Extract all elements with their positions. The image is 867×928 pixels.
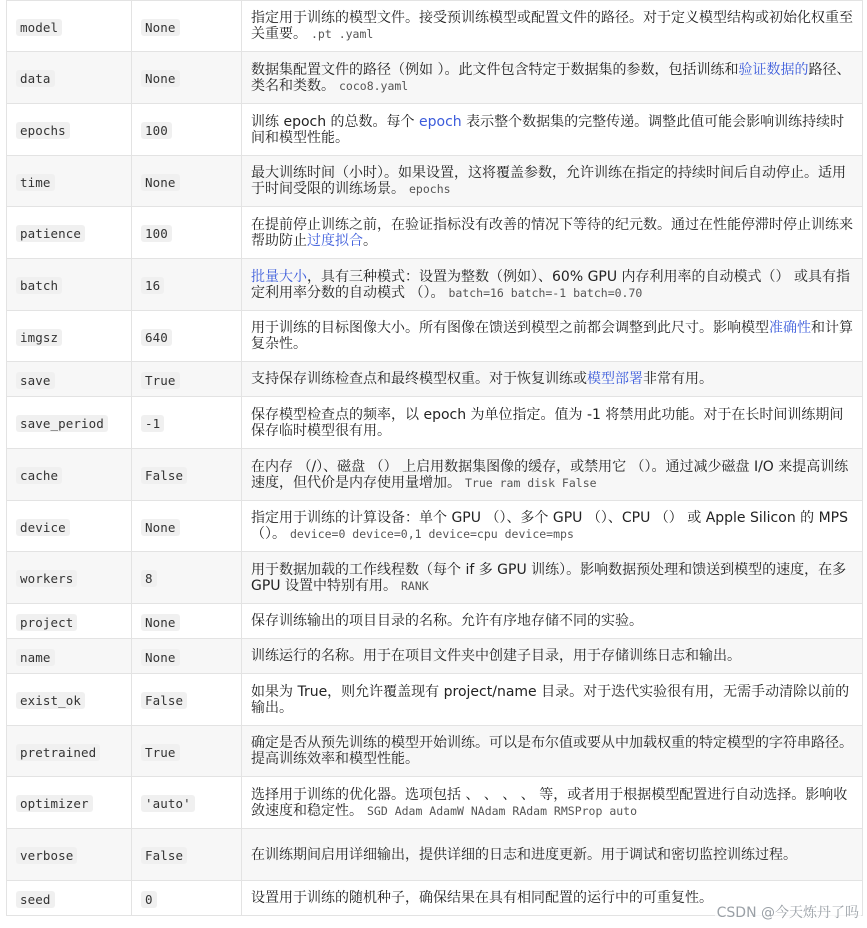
argument-cell	[7, 397, 132, 449]
description-text: 选择用于训练的优化器。选项包括 、 、 、 、 等，或者用于根据模型配置进行自动选择。影响收敛速度和稳定性。	[251, 786, 848, 819]
description-link[interactable]: 过度拟合	[307, 232, 363, 249]
argument-cell	[7, 156, 132, 207]
description-cell	[242, 397, 863, 449]
default-value: -1	[141, 415, 164, 432]
argument-cell	[7, 104, 132, 156]
argument-name: exist_ok	[16, 692, 85, 709]
table-row	[7, 52, 863, 104]
default-cell	[132, 881, 242, 916]
table-row	[7, 777, 863, 829]
description-text: 最大训练时间（小时）。如果设置，这将覆盖参数，允许训练在指定的持续时间后自动停止。适用于时间受限的训练场景。	[251, 165, 846, 197]
argument-name: epochs	[16, 122, 70, 139]
argument-name: verbose	[16, 847, 77, 864]
description-cell	[242, 674, 863, 726]
description-text: 数据集配置文件的路径（例如 ）。此文件包含特定于数据集的参数，包括训练和	[251, 61, 739, 78]
description-text: 指定用于训练的模型文件。接受预训练模型或配置文件的路径。对于定义模型结构或初始化权重至关重要。	[251, 10, 853, 42]
table-row	[7, 604, 863, 639]
default-value: None	[141, 614, 180, 631]
default-value: None	[141, 519, 180, 536]
table-row	[7, 397, 863, 449]
default-cell	[132, 552, 242, 604]
description-cell	[242, 639, 863, 674]
description-link[interactable]: 验证数据的	[738, 61, 809, 78]
default-cell	[132, 207, 242, 259]
argument-cell	[7, 881, 132, 916]
argument-cell	[7, 639, 132, 674]
table-row	[7, 449, 863, 501]
description-text: 非常有用。	[643, 371, 713, 387]
default-cell	[132, 604, 242, 639]
description-text: 用于数据加载的工作线程数（每个 if 多 GPU 训练）。影响数据预处理和馈送到模型的速度，在多 GPU 设置中特别有用。	[251, 561, 847, 594]
default-value: True	[141, 744, 180, 761]
description-text: 保存训练输出的项目目录的名称。允许有序地存储不同的实验。	[251, 613, 643, 629]
default-value: None	[141, 649, 180, 666]
argument-name: seed	[16, 891, 55, 908]
default-value: 640	[141, 329, 172, 346]
argument-name: patience	[16, 225, 85, 242]
argument-cell	[7, 311, 132, 362]
argument-name: name	[16, 649, 55, 666]
default-value: True	[141, 372, 180, 389]
default-cell	[132, 397, 242, 449]
argument-cell	[7, 726, 132, 777]
example-values: device=0 device=0,1 device=cpu device=mps	[290, 527, 574, 541]
default-value: 'auto'	[141, 795, 195, 812]
description-cell	[242, 552, 863, 604]
description-text: 在训练期间启用详细输出，提供详细的日志和进度更新。用于调试和密切监控训练过程。	[251, 846, 797, 863]
description-cell	[242, 104, 863, 156]
table-row	[7, 207, 863, 259]
argument-cell	[7, 777, 132, 829]
argument-cell	[7, 829, 132, 881]
example-values: True ram disk False	[465, 475, 597, 490]
description-text: 设置用于训练的随机种子，确保结果在具有相同配置的运行中的可重复性。	[251, 890, 713, 906]
table-row	[7, 501, 863, 552]
table-row	[7, 259, 863, 311]
argument-cell	[7, 362, 132, 397]
argument-name: workers	[16, 570, 77, 587]
table-row	[7, 829, 863, 881]
argument-name: time	[16, 174, 55, 191]
example-values: batch=16 batch=-1 batch=0.70	[448, 285, 643, 300]
default-cell	[132, 829, 242, 881]
description-cell	[242, 207, 863, 259]
table-row	[7, 362, 863, 397]
default-value: None	[141, 174, 180, 191]
description-text: ，具有三种模式：设置为整数（例如）、60% GPU 内存利用率的自动模式（） 或具有指定利用率分数的自动模式 （）。	[251, 268, 851, 301]
description-text: 在提前停止训练之前，在验证指标没有改善的情况下等待的纪元数。通过在性能停滞时停止训练来帮助防止	[251, 216, 853, 249]
default-value: False	[141, 467, 187, 484]
default-cell	[132, 726, 242, 777]
description-link[interactable]: 准确性	[769, 320, 811, 336]
description-text: 确定是否从预先训练的模型开始训练。可以是布尔值或要从中加载权重的特定模型的字符串路径。提高训练效率和模型性能。	[251, 735, 853, 767]
table-row	[7, 726, 863, 777]
table-row	[7, 1, 863, 52]
description-cell	[242, 362, 863, 397]
argument-cell	[7, 449, 132, 501]
argument-cell	[7, 501, 132, 552]
default-value: None	[141, 19, 180, 36]
table-row	[7, 552, 863, 604]
default-value: 100	[141, 122, 172, 139]
default-value: 100	[141, 225, 172, 242]
default-cell	[132, 259, 242, 311]
description-cell	[242, 501, 863, 552]
table-row	[7, 639, 863, 674]
description-text: 训练运行的名称。用于在项目文件夹中创建子目录，用于存储训练日志和输出。	[251, 648, 741, 664]
description-cell	[242, 1, 863, 52]
description-text: 如果为 True，则允许覆盖现有 project/name 目录。对于迭代实验很有用，无需手动清除以前的输出。	[251, 683, 850, 716]
default-cell	[132, 311, 242, 362]
argument-cell	[7, 207, 132, 259]
description-text: 保存模型检查点的频率，以 epoch 为单位指定。值为 -1 将禁用此功能。对于在长时间训练期间保存临时模型很有用。	[251, 406, 844, 439]
default-cell	[132, 674, 242, 726]
watermark: CSDN @今天炼丹了吗	[715, 902, 861, 922]
description-text: 用于训练的目标图像大小。所有图像在馈送到模型之前都会调整到此尺寸。影响模型	[251, 320, 769, 336]
argument-cell	[7, 1, 132, 52]
argument-name: model	[16, 19, 62, 36]
example-values: coco8.yaml	[339, 78, 409, 93]
description-text: 和计算复杂性。	[251, 320, 853, 352]
description-link[interactable]: 模型部署	[587, 371, 643, 387]
argument-name: optimizer	[16, 795, 93, 812]
description-cell	[242, 726, 863, 777]
default-value: False	[141, 692, 187, 709]
default-cell	[132, 104, 242, 156]
default-value: 8	[141, 570, 157, 587]
table-row	[7, 674, 863, 726]
description-link[interactable]: 批量大小	[251, 268, 307, 285]
argument-name: device	[16, 519, 70, 536]
description-cell	[242, 829, 863, 881]
description-text: 路径、类名和类数。	[251, 61, 851, 94]
description-text: 训练 epoch 的总数。每个	[251, 113, 419, 130]
description-text: 。	[363, 232, 377, 249]
default-cell	[132, 449, 242, 501]
description-cell	[242, 777, 863, 829]
argument-cell	[7, 52, 132, 104]
argument-name: save_period	[16, 415, 108, 432]
argument-cell	[7, 552, 132, 604]
default-value: False	[141, 847, 187, 864]
description-text: 表示整个数据集的完整传递。调整此值可能会影响训练持续时间和模型性能。	[251, 113, 845, 146]
default-cell	[132, 1, 242, 52]
argument-name: project	[16, 614, 77, 631]
default-cell	[132, 52, 242, 104]
argument-cell	[7, 674, 132, 726]
example-values: SGD Adam AdamW NAdam RAdam RMSProp auto	[367, 803, 638, 818]
description-text: 指定用于训练的计算设备：单个 GPU （）、多个 GPU （）、CPU （） 或 Apple Silicon 的 MPS （）。	[251, 510, 848, 542]
default-cell	[132, 639, 242, 674]
description-link[interactable]: epoch	[419, 113, 462, 130]
default-value: 16	[141, 277, 164, 294]
argument-name: cache	[16, 467, 62, 484]
argument-name: data	[16, 70, 55, 87]
description-cell	[242, 449, 863, 501]
table-row	[7, 311, 863, 362]
example-values: RANK	[401, 578, 429, 593]
argument-cell	[7, 259, 132, 311]
default-cell	[132, 156, 242, 207]
default-cell	[132, 362, 242, 397]
training-arguments-table	[6, 0, 863, 916]
description-cell	[242, 259, 863, 311]
table-row	[7, 156, 863, 207]
argument-name: save	[16, 372, 55, 389]
description-text: 在内存 （/）、磁盘 （） 上启用数据集图像的缓存，或禁用它 （）。通过减少磁盘 I/O 来提高训练速度，但代价是内存使用量增加。	[251, 458, 849, 491]
argument-name: pretrained	[16, 744, 100, 761]
description-cell	[242, 604, 863, 639]
default-cell	[132, 777, 242, 829]
argument-name: imgsz	[16, 329, 62, 346]
default-cell	[132, 501, 242, 552]
example-values: .pt .yaml	[311, 27, 374, 41]
description-cell	[242, 311, 863, 362]
description-cell	[242, 52, 863, 104]
default-value: 0	[141, 891, 157, 908]
description-cell	[242, 156, 863, 207]
argument-name: batch	[16, 277, 62, 294]
table-row	[7, 104, 863, 156]
default-value: None	[141, 70, 180, 87]
description-text: 支持保存训练检查点和最终模型权重。对于恢复训练或	[251, 371, 587, 387]
argument-cell	[7, 604, 132, 639]
example-values: epochs	[409, 182, 451, 196]
